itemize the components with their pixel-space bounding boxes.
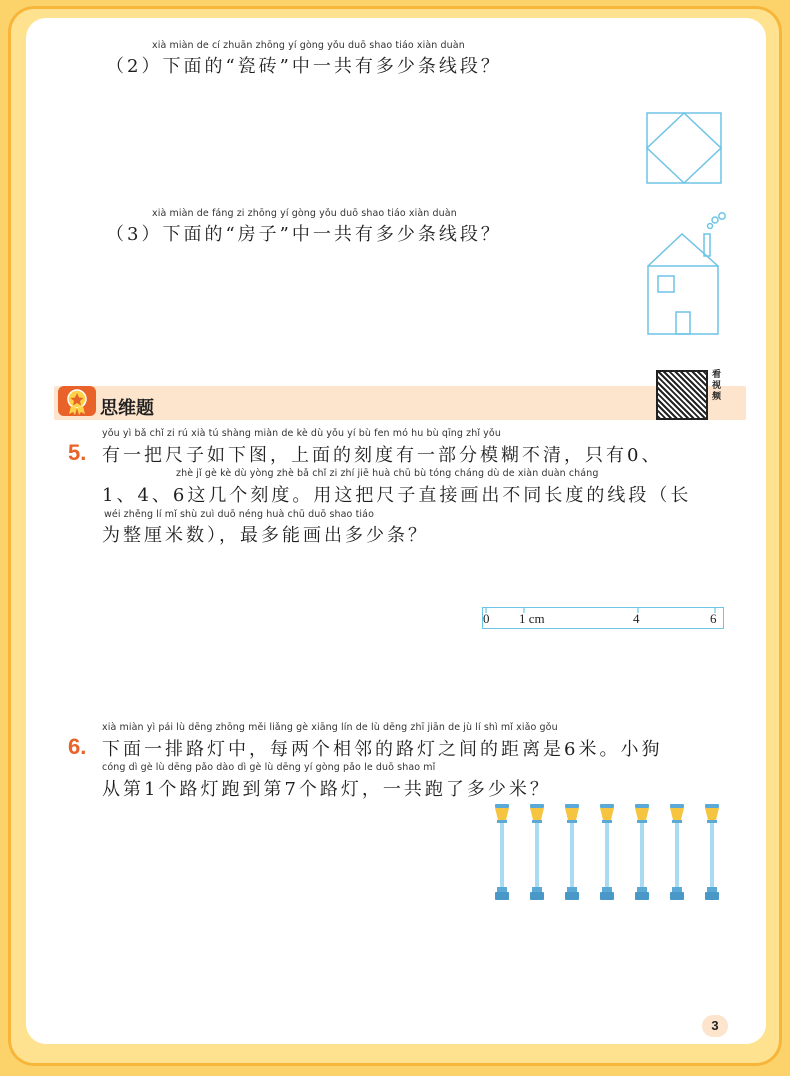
ruler-label-1: 1 cm bbox=[519, 611, 545, 626]
q5-pinyin-1: yǒu yì bǎ chǐ zi rú xià tú shàng miàn de kè dù yǒu yí bù fen mó hu bù qīng zhǐ yǒu bbox=[102, 428, 501, 439]
q6-line-1: 下面一排路灯中，每两个相邻的路灯之间的距离是6米。小狗 bbox=[102, 739, 663, 760]
q5-pinyin-3: wéi zhěng lí mǐ shù zuì duō néng huà chū duō shao tiáo bbox=[104, 509, 374, 520]
house-figure bbox=[644, 212, 728, 338]
street-lamp bbox=[600, 804, 614, 900]
worksheet-page bbox=[26, 18, 766, 1044]
street-lamp bbox=[635, 804, 649, 900]
q5-line-1: 有一把尺子如下图，上面的刻度有一部分模糊不清，只有0、 bbox=[102, 445, 663, 466]
section-banner bbox=[54, 386, 746, 420]
ruler-label-0: 0 bbox=[483, 611, 490, 626]
section-title: 思维题 bbox=[100, 398, 154, 419]
street-lamp bbox=[565, 804, 579, 900]
lamps-drawing bbox=[492, 802, 728, 904]
ruler-label-6: 6 bbox=[710, 611, 717, 626]
q5-number: 5. bbox=[68, 440, 87, 465]
q2-text: （2）下面的“瓷砖”中一共有多少条线段？ bbox=[106, 56, 502, 77]
q5-line-2: 1、4、6这几个刻度。用这把尺子直接画出不同长度的线段（长 bbox=[102, 485, 692, 506]
q2-pinyin: xià miàn de cí zhuān zhōng yí gòng yǒu duō shao tiáo xiàn duàn bbox=[152, 40, 465, 51]
q5-line-3: 为整厘米数），最多能画出多少条？ bbox=[102, 525, 429, 546]
street-lamp bbox=[670, 804, 684, 900]
qr-code[interactable] bbox=[656, 370, 708, 420]
qr-label: 看视频 bbox=[712, 370, 722, 402]
page-number: 3 bbox=[702, 1015, 728, 1037]
tile-figure bbox=[646, 112, 724, 186]
q6-line-2: 从第1个路灯跑到第7个路灯，一共跑了多少米？ bbox=[102, 779, 551, 800]
street-lamp bbox=[495, 804, 509, 900]
q6-pinyin-2: cóng dì gè lù dēng pǎo dào dì gè lù dēng yí gòng pǎo le duō shao mǐ bbox=[102, 762, 436, 773]
ruler-label-4: 4 bbox=[633, 611, 640, 626]
q3-text: （3）下面的“房子”中一共有多少条线段？ bbox=[106, 224, 502, 245]
q5-pinyin-2: zhè jǐ gè kè dù yòng zhè bǎ chǐ zi zhí jiē huà chū bù tóng cháng dù de xiàn duàn cháng bbox=[176, 468, 599, 479]
street-lamp bbox=[530, 804, 544, 900]
medal-icon bbox=[58, 386, 96, 416]
q6-pinyin-1: xià miàn yì pái lù dēng zhōng měi liǎng gè xiāng lín de lù dēng zhī jiān de jù lí shì mǐ xiǎo gǒu bbox=[102, 722, 558, 733]
street-lamps bbox=[492, 802, 728, 904]
medal-badge bbox=[58, 386, 96, 416]
q3-pinyin: xià miàn de fáng zi zhōng yí gòng yǒu duō shao tiáo xiàn duàn bbox=[152, 208, 457, 219]
street-lamp bbox=[705, 804, 719, 900]
ruler-figure bbox=[482, 607, 724, 629]
q6-number: 6. bbox=[68, 734, 87, 759]
